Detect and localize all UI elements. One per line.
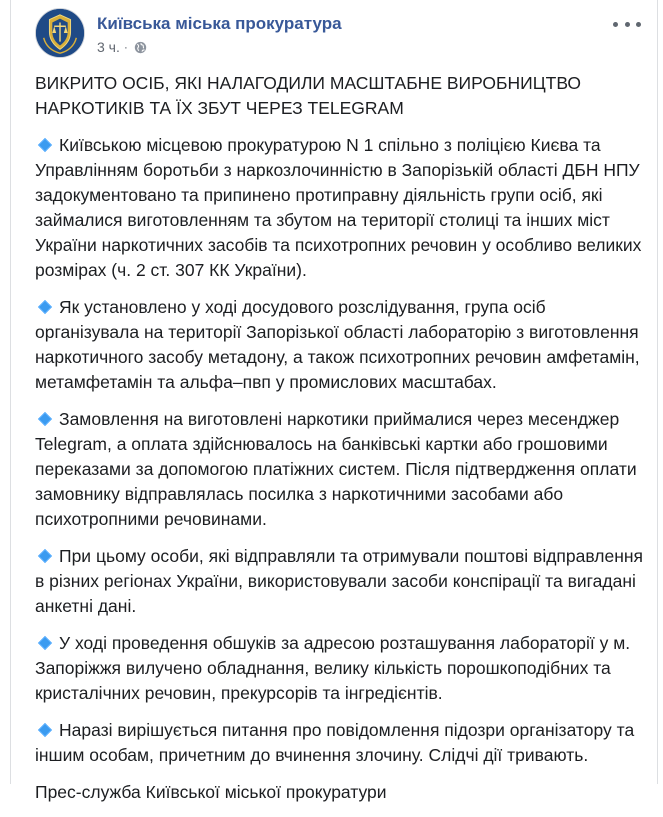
blue-diamond-icon [38,549,52,563]
blue-diamond-icon [38,412,52,426]
headline-line-2: НАРКОТИКІВ ТА ЇХ ЗБУТ ЧЕРЕЗ TELEGRAM [35,98,404,118]
post-header [35,8,645,60]
page-avatar[interactable] [35,8,85,58]
more-dot [636,22,641,27]
paragraph [35,407,647,532]
post-meta [97,39,147,55]
post-timestamp[interactable]: 3 ч. [97,39,120,55]
headline-line-1: ВИКРИТО ОСІБ, ЯКІ НАЛАГОДИЛИ МАСШТАБНЕ ВИРОБНИЦТВО [35,73,582,93]
globe-icon[interactable] [134,41,147,54]
blue-diamond-icon [38,636,52,650]
page-name-link[interactable]: Київська міська прокуратура [97,14,342,33]
post-text [35,71,647,817]
paragraph-text: Київською місцевою прокуратурою N 1 спільно з поліцією Києва та Управлінням боротьби з наркозлочинністю в Запорізькій області ДБН НПУ задокументовано та припинено протиправну діяльність групи осіб, які займалися виготовленням та збутом на території столиці та інших міст України наркотичних засобів та психотропних речовин у особливо великих розмірах (ч. 2 ст. 307 КК України). [35,135,642,280]
paragraph-text: При цьому особи, які відправляли та отримували поштові відправлення в різних регіонах України, використовували засоби конспірації та вигадані анкетні дані. [35,546,644,616]
post-card [10,0,658,802]
paragraph [35,133,647,283]
paragraph-text: У ході проведення обшуків за адресою розташування лабораторії у м. Запоріжжя вилучено обладнання, велику кількість порошкоподібних та кристалічних речовин, прекурсорів та інгредієнтів. [35,633,631,703]
more-dot [613,22,618,27]
more-options-icon[interactable] [613,14,641,34]
paragraph [35,718,647,768]
paragraph [35,544,647,619]
more-dot [625,22,630,27]
paragraph-text: Наразі вирішується питання про повідомлення підозри організатору та іншим особам, причетним до вчинення злочину. Слідчі дії тривають. [35,720,635,765]
blue-diamond-icon [38,300,52,314]
signature: Прес-служба Київської міської прокуратури [35,782,387,802]
prosecutor-emblem-icon [36,9,84,57]
paragraph [35,631,647,706]
paragraph-text: Як установлено у ході досудового розслідування, група осіб організувала на території Запорізької області лабораторію з виготовлення наркотичного засобу метадону, а також психотропних речовин амфетамін, метамфетамін та альфа–пвп у промислових масштабах. [35,297,640,392]
blue-diamond-icon [38,723,52,737]
paragraph [35,295,647,395]
post-headline [35,71,647,121]
blue-diamond-icon [38,138,52,152]
meta-separator: · [123,40,128,54]
paragraph-text: Замовлення на виготовлені наркотики приймалися через месенджер Telegram, а оплата здійснювалось на банківські картки або грошовими переказами за допомогою платіжних систем. Після підтвердження оплати замовнику відправлялась посилка з наркотичними засобами або психотропними речовинами. [35,409,637,529]
